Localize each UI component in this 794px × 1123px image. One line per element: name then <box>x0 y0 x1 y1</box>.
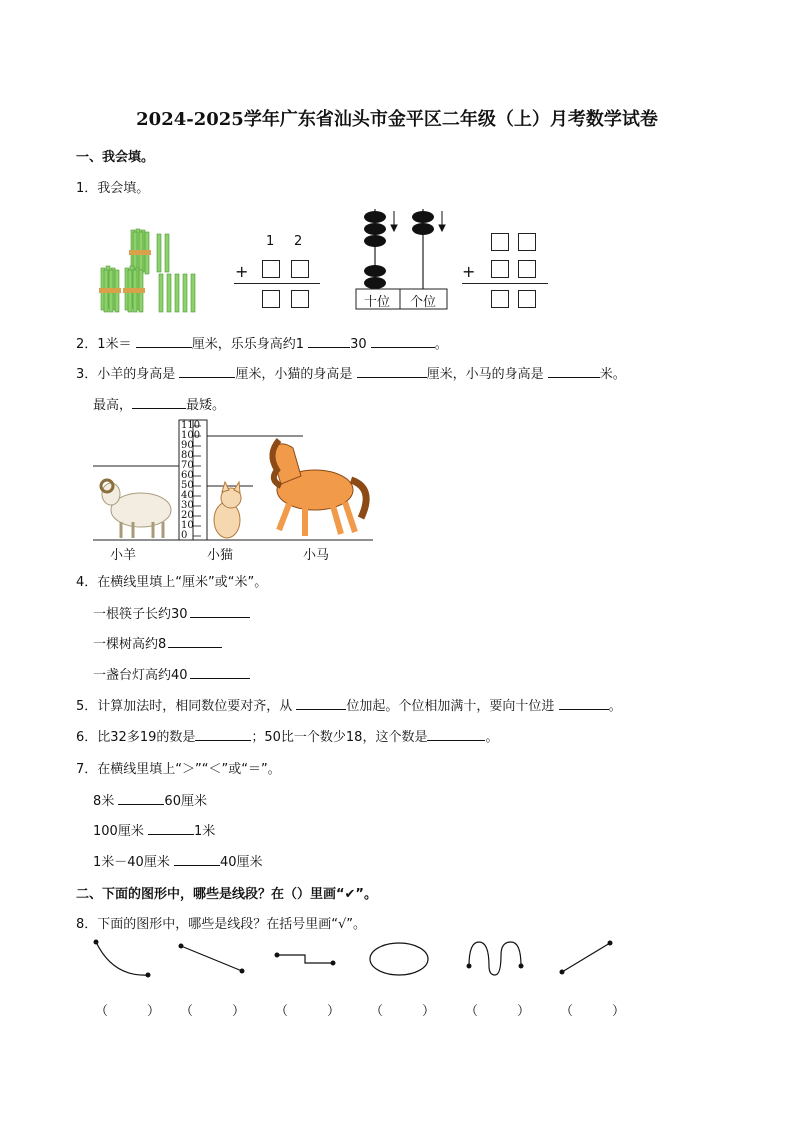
blank[interactable] <box>190 666 250 679</box>
blank[interactable] <box>174 853 220 866</box>
answer-slot[interactable] <box>289 998 325 1016</box>
q4-item-c: 一盏台灯高约40 <box>93 664 250 683</box>
blank[interactable] <box>548 365 600 378</box>
question-6: 6．比32多19的数是 ；50比一个数少18，这个数是 。 <box>76 730 499 745</box>
answer-paren-left: （ <box>180 1004 194 1019</box>
segment-shape <box>181 946 242 971</box>
ruler-tick-label: 30 <box>181 500 194 511</box>
answer-paren-right: ） <box>327 1004 341 1019</box>
section-2-heading: 二、下面的图形中，哪些是线段？在（）里画“✔”。 <box>76 887 377 902</box>
ruler-tick-label: 110 <box>181 420 201 431</box>
answer-slot[interactable] <box>384 998 420 1016</box>
blank[interactable] <box>136 335 192 348</box>
addend-digit-ones: 2 <box>294 234 303 249</box>
question-2: 2．1米＝ 厘米，乐乐身高约1 30 。 <box>76 337 448 352</box>
blank[interactable] <box>195 728 251 741</box>
blank[interactable] <box>296 697 346 710</box>
question-4: 4．在横线里填上“厘米”或“米”。 <box>76 575 268 590</box>
answer-slot[interactable] <box>109 998 145 1016</box>
answer-paren-right: ） <box>147 1004 161 1019</box>
animal-label-cat: 小猫 <box>207 548 234 563</box>
ruler-tick-label: 100 <box>181 430 201 441</box>
abacus-label-ones: 个位 <box>410 295 437 310</box>
answer-slot[interactable] <box>479 998 515 1016</box>
question-5: 5．计算加法时，相同数位要对齐，从 位加起。个位相加满十，要向十位进 。 <box>76 699 622 714</box>
answer-box[interactable] <box>491 260 509 278</box>
ruler-tick-label: 70 <box>181 460 194 471</box>
section-1-heading: 一、我会填。 <box>76 150 155 165</box>
answer-box[interactable] <box>262 260 280 278</box>
q7-item-c: 1米－40厘米 40厘米 <box>93 855 263 870</box>
blank[interactable] <box>357 365 427 378</box>
blank[interactable] <box>168 635 222 648</box>
blank[interactable] <box>308 335 350 348</box>
q4-item-a: 一根筷子长约30 <box>93 603 250 622</box>
question-3: 3．小羊的身高是 厘米，小猫的身高是 厘米，小马的身高是 米。 <box>76 367 626 382</box>
answer-slot[interactable] <box>194 998 230 1016</box>
animal-label-sheep: 小羊 <box>110 548 137 563</box>
answer-paren-left: （ <box>95 1004 109 1019</box>
curve-shape <box>96 942 148 975</box>
sum-line-2 <box>462 283 548 284</box>
answer-paren-left: （ <box>275 1004 289 1019</box>
question-3-line2: 最高， 最矮。 <box>93 398 226 413</box>
abacus-label-tens: 十位 <box>364 295 391 310</box>
blank[interactable] <box>190 605 250 618</box>
answer-paren-right: ） <box>422 1004 436 1019</box>
blank[interactable] <box>179 365 235 378</box>
answer-slot[interactable] <box>574 998 610 1016</box>
segment-shape <box>562 943 610 972</box>
plus-sign-2: + <box>462 262 476 281</box>
answer-paren-left: （ <box>465 1004 479 1019</box>
ruler-tick-label: 80 <box>181 450 194 461</box>
page-title: 2024-2025学年广东省汕头市金平区二年级（上）月考数学试卷 <box>136 109 658 130</box>
horse-illustration <box>271 440 366 536</box>
answer-box[interactable] <box>518 260 536 278</box>
plus-sign: + <box>235 262 249 281</box>
sheep-illustration <box>101 480 171 538</box>
cat-illustration <box>214 482 241 538</box>
answer-box[interactable] <box>518 290 536 308</box>
shapes-figure <box>85 935 625 985</box>
blank[interactable] <box>148 822 194 835</box>
q7-item-b: 100厘米 1米 <box>93 824 216 839</box>
height-ruler-figure <box>93 418 383 543</box>
q7-item-a: 8米 60厘米 <box>93 794 207 809</box>
animal-label-horse: 小马 <box>303 548 330 563</box>
blank[interactable] <box>427 728 485 741</box>
answer-paren-left: （ <box>370 1004 384 1019</box>
counting-sticks-figure <box>95 228 205 318</box>
answer-box[interactable] <box>262 290 280 308</box>
ruler-tick-label: 60 <box>181 470 194 481</box>
blank[interactable] <box>371 335 435 348</box>
ruler-tick-label: 10 <box>181 520 194 531</box>
answer-paren-right: ） <box>232 1004 246 1019</box>
answer-paren-right: ） <box>517 1004 531 1019</box>
answer-box[interactable] <box>291 260 309 278</box>
answer-paren-right: ） <box>612 1004 626 1019</box>
q4-item-b: 一棵树高约8 <box>93 633 222 652</box>
blank[interactable] <box>118 792 164 805</box>
blank[interactable] <box>132 396 186 409</box>
sum-line <box>234 283 320 284</box>
answer-box[interactable] <box>491 290 509 308</box>
wave-shape <box>469 942 521 975</box>
ruler-tick-label: 0 <box>181 530 188 541</box>
answer-box[interactable] <box>291 290 309 308</box>
addend-digit-tens: 1 <box>266 234 275 249</box>
answer-paren-left: （ <box>560 1004 574 1019</box>
answer-box[interactable] <box>491 233 509 251</box>
question-8: 8．下面的图形中，哪些是线段？在括号里画“√”。 <box>76 917 367 932</box>
ruler-tick-label: 90 <box>181 440 194 451</box>
broken-line-shape <box>277 955 333 963</box>
ellipse-shape <box>370 943 428 975</box>
answer-box[interactable] <box>518 233 536 251</box>
ruler-tick-label: 50 <box>181 480 194 491</box>
blank[interactable] <box>559 697 609 710</box>
question-7: 7．在横线里填上“＞”“＜”或“＝”。 <box>76 762 281 777</box>
ruler-tick-label: 40 <box>181 490 194 501</box>
ruler-tick-label: 20 <box>181 510 194 521</box>
question-1: 1．我会填。 <box>76 181 150 196</box>
